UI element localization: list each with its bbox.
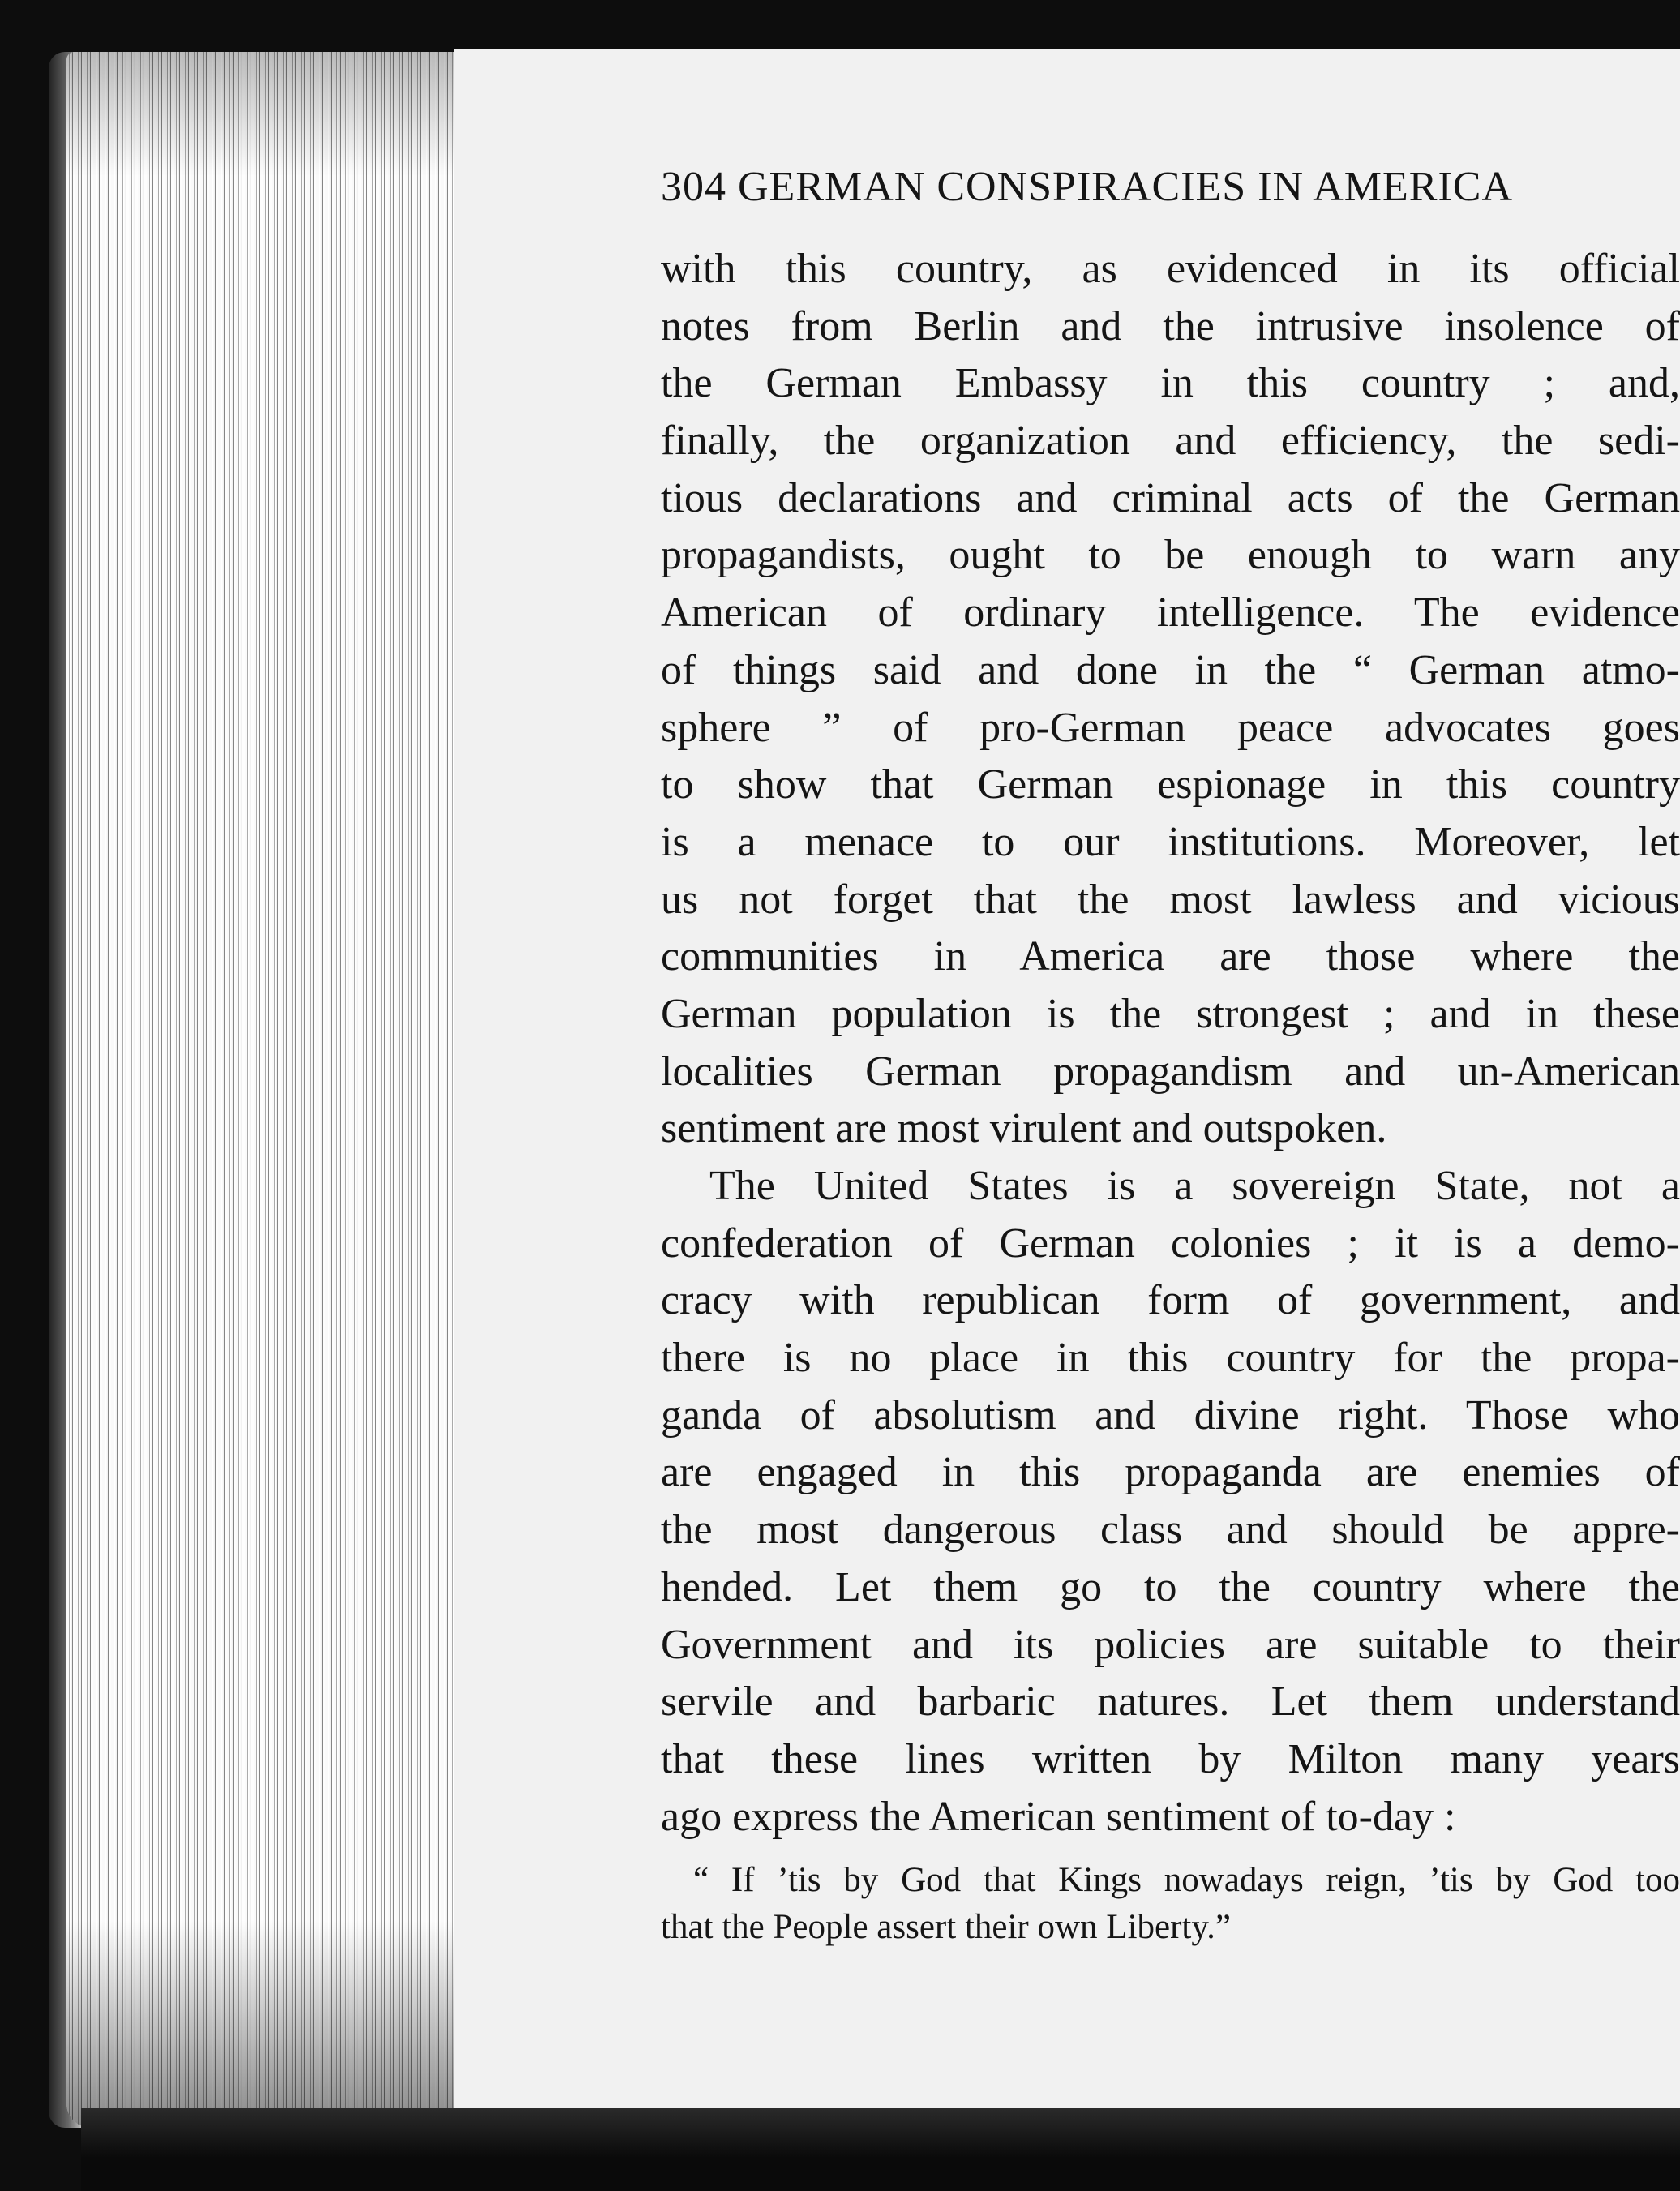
- body-line: ganda of absolutism and divine right. Those who: [661, 1391, 1680, 1439]
- page-number: 304: [661, 164, 726, 210]
- body-line: of things said and done in the “ German atmo-: [661, 646, 1680, 693]
- page-text: [661, 158, 1680, 1951]
- quote-line: that the People assert their own Liberty.”: [661, 1908, 1231, 1947]
- running-head: [661, 158, 1680, 217]
- body-line: ago express the American sentiment of to-day :: [661, 1793, 1456, 1840]
- body-line: sentiment are most virulent and outspoken.: [661, 1105, 1387, 1152]
- body-line: cracy with republican form of government, and: [661, 1277, 1680, 1324]
- body-line: is a menace to our institutions. Moreover, let: [661, 818, 1680, 865]
- bottom-shadow: [81, 2108, 1680, 2191]
- page-edges-stack: [66, 52, 456, 2128]
- body-line: there is no place in this country for the propa-: [661, 1335, 1680, 1382]
- running-title: GERMAN CONSPIRACIES IN AMERICA: [738, 164, 1513, 210]
- body-line: propagandists, ought to be enough to warn any: [661, 532, 1680, 579]
- body-line: with this country, as evidenced in its official: [661, 246, 1680, 292]
- body-line: servile and barbaric natures. Let them understand: [661, 1679, 1680, 1726]
- body-line: that these lines written by Milton many years: [661, 1735, 1680, 1782]
- body-line: German population is the strongest ; and in these: [661, 990, 1680, 1037]
- body-line: The United States is a sovereign State, not a: [709, 1163, 1680, 1209]
- body-line: to show that German espionage in this country: [661, 761, 1680, 808]
- block-quote: [661, 1857, 1680, 1951]
- body-line: confederation of German colonies ; it is a demo-: [661, 1220, 1680, 1267]
- body-line: sphere ” of pro-German peace advocates goes: [661, 704, 1680, 751]
- body-line: localities German propagandism and un-American: [661, 1048, 1680, 1095]
- body-text: [661, 241, 1680, 1846]
- body-line: tious declarations and criminal acts of the German: [661, 474, 1680, 521]
- body-line: hended. Let them go to the country where the: [661, 1563, 1680, 1610]
- body-line: us not forget that the most lawless and vicious: [661, 876, 1680, 923]
- body-line: notes from Berlin and the intrusive insolence of: [661, 302, 1680, 349]
- body-line: American of ordinary intelligence. The evidence: [661, 590, 1680, 637]
- body-line: are engaged in this propaganda are enemies of: [661, 1449, 1680, 1496]
- body-line: finally, the organization and efficiency, the sedi-: [661, 418, 1680, 465]
- body-line: the most dangerous class and should be appre-: [661, 1507, 1680, 1554]
- body-line: the German Embassy in this country ; and,: [661, 360, 1680, 407]
- quote-line: “ If ’tis by God that Kings nowadays reign, ’tis by God too: [693, 1861, 1680, 1900]
- body-line: communities in America are those where the: [661, 933, 1680, 980]
- body-line: Government and its policies are suitable to their: [661, 1621, 1680, 1668]
